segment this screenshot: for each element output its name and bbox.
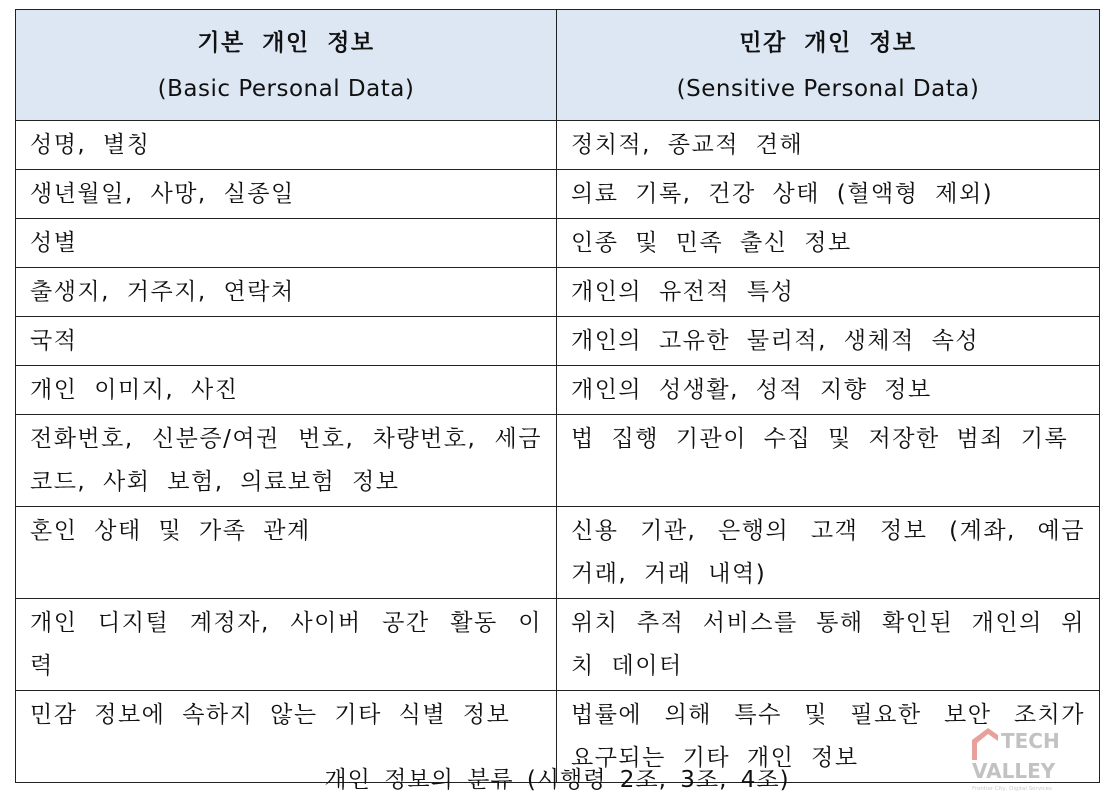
- logo-house-mark: [972, 728, 998, 760]
- sensitive-data-cell: 개인의 고유한 물리적, 생체적 속성: [557, 317, 1100, 366]
- sensitive-data-cell: 위치 추적 서비스를 통해 확인된 개인의 위치 데이터: [557, 599, 1100, 691]
- personal-data-classification-table: [15, 9, 1100, 783]
- table-row: [16, 121, 1100, 170]
- table-caption: 개인 정보의 분류 (시행령 2조, 3조, 4조): [324, 767, 790, 793]
- header-subtitle: (Basic Personal Data): [157, 76, 415, 102]
- sensitive-data-cell: 법 집행 기관이 수집 및 저장한 범죄 기록: [557, 415, 1100, 507]
- sensitive-data-cell: 법률에 의해 특수 및 필요한 보안 조치가 요구되는 기타 개인 정보: [557, 691, 1100, 783]
- basic-data-cell: 국적: [16, 317, 557, 366]
- table-row: [16, 366, 1100, 415]
- logo-line1: TECH: [1001, 729, 1060, 753]
- tech-valley-logo-icon: [968, 724, 1068, 794]
- table-row: [16, 268, 1100, 317]
- table-row: [16, 599, 1100, 691]
- header-title: 기본 개인 정보: [197, 30, 375, 56]
- table-row: [16, 219, 1100, 268]
- header-title: 민감 개인 정보: [739, 30, 917, 56]
- sensitive-data-cell: 인종 및 민족 출신 정보: [557, 219, 1100, 268]
- table-row: [16, 317, 1100, 366]
- table-header-row: [16, 10, 1100, 121]
- basic-data-cell: 개인 디지털 계정자, 사이버 공간 활동 이력: [16, 599, 557, 691]
- basic-data-cell: 전화번호, 신분증/여권 번호, 차량번호, 세금코드, 사회 보험, 의료보험 정보: [16, 415, 557, 507]
- basic-data-cell: 민감 정보에 속하지 않는 기타 식별 정보: [16, 691, 557, 783]
- sensitive-data-cell: 개인의 유전적 특성: [557, 268, 1100, 317]
- table-row: [16, 170, 1100, 219]
- header-subtitle: (Sensitive Personal Data): [676, 76, 980, 102]
- sensitive-data-cell: 신용 기관, 은행의 고객 정보 (계좌, 예금 거래, 거래 내역): [557, 507, 1100, 599]
- sensitive-data-cell: 정치적, 종교적 견해: [557, 121, 1100, 170]
- table-row: [16, 507, 1100, 599]
- basic-data-cell: 개인 이미지, 사진: [16, 366, 557, 415]
- basic-data-cell: 혼인 상태 및 가족 관계: [16, 507, 557, 599]
- header-basic-personal-data: [16, 10, 557, 121]
- basic-data-cell: 출생지, 거주지, 연락처: [16, 268, 557, 317]
- logo-line2: VALLEY: [972, 759, 1056, 783]
- table-row: [16, 415, 1100, 507]
- header-sensitive-personal-data: [557, 10, 1100, 121]
- sensitive-data-cell: 의료 기록, 건강 상태 (혈액형 제외): [557, 170, 1100, 219]
- basic-data-cell: 생년월일, 사망, 실종일: [16, 170, 557, 219]
- basic-data-cell: 성명, 별칭: [16, 121, 557, 170]
- sensitive-data-cell: 개인의 성생활, 성적 지향 정보: [557, 366, 1100, 415]
- logo-tagline: Frontier City, Digital Services: [972, 786, 1052, 792]
- basic-data-cell: 성별: [16, 219, 557, 268]
